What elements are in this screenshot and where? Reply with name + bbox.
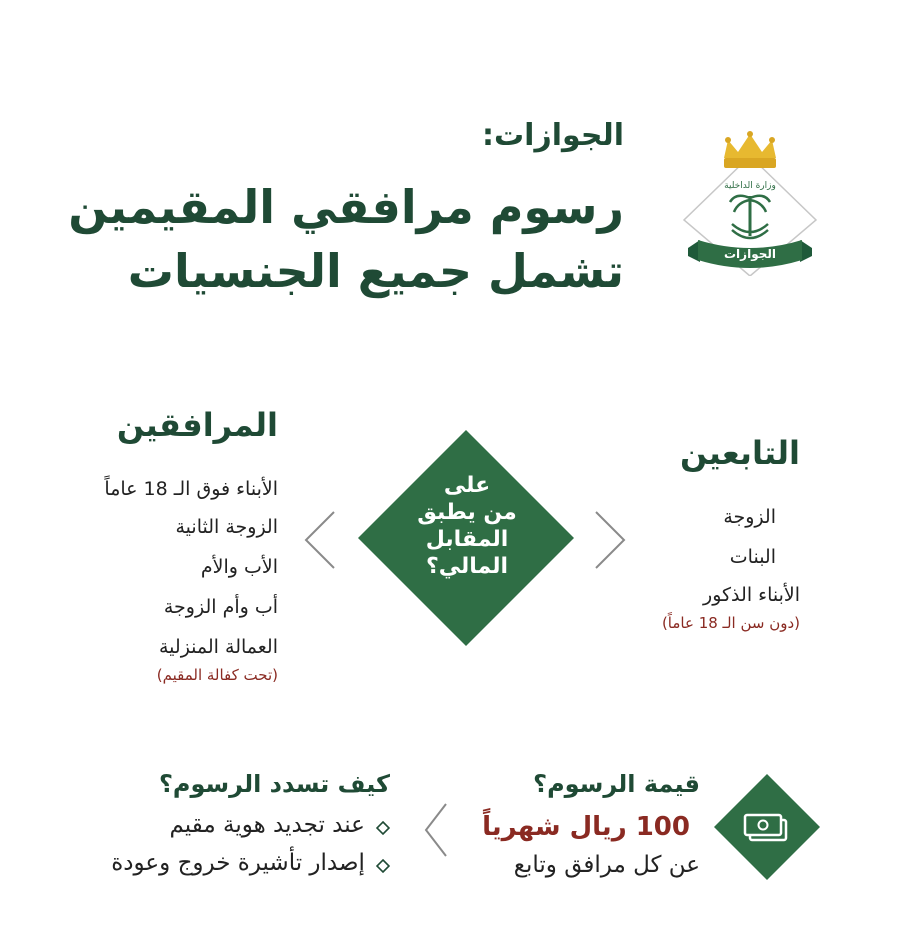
center-line-1: على (443, 473, 491, 498)
passports-logo (680, 128, 820, 276)
payment-question: كيف تسدد الرسوم؟ (159, 770, 390, 798)
dependents-item: الأبناء الذكور (703, 584, 800, 606)
center-question (400, 472, 534, 580)
page-title-line-1: رسوم مرافقي المقيمين (68, 180, 624, 234)
crown-icon (724, 131, 776, 168)
chevron-right-icon (592, 508, 630, 572)
fees-amount: 100 ريال شهرياً (482, 812, 690, 842)
diamond-bullet-icon (376, 853, 390, 879)
logo-ministry-text: وزارة الداخلية (724, 181, 776, 191)
payment-option-text: إصدار تأشيرة خروج وعودة (111, 850, 365, 876)
companions-item: الأبناء فوق الـ 18 عاماً (104, 478, 278, 500)
fees-question: قيمة الرسوم؟ (533, 770, 700, 798)
center-line-4: المالي؟ (425, 554, 509, 579)
companions-title: المرافقين (116, 406, 278, 444)
payment-option (169, 812, 390, 841)
dependents-item: الزوجة (723, 506, 776, 528)
page-title-line-2: تشمل جميع الجنسيات (127, 244, 624, 298)
payment-option-text: عند تجديد هوية مقيم (169, 812, 365, 838)
center-line-2: من يطبق (417, 500, 517, 525)
diamond-bullet-icon (376, 815, 390, 841)
center-line-3: المقابل (425, 527, 509, 552)
companions-item: الزوجة الثانية (175, 516, 278, 538)
dependents-title: التابعين (680, 434, 800, 472)
payment-option (111, 850, 390, 879)
fees-per: عن كل مرافق وتابع (513, 852, 700, 878)
chevron-left-icon (300, 508, 338, 572)
dependents-note: (دون سن الـ 18 عاماً) (661, 614, 800, 632)
companions-item: أب وأم الزوجة (163, 596, 278, 618)
companions-note: (تحت كفالة المقيم) (156, 666, 278, 684)
chevron-left-small-icon (420, 800, 450, 860)
logo-name-text: الجوازات (724, 247, 776, 261)
dependents-item: البنات (729, 546, 776, 568)
companions-item: الأب والأم (200, 556, 278, 578)
money-diamond (712, 772, 822, 882)
header-subtitle: الجوازات: (482, 118, 624, 153)
companions-item: العمالة المنزلية (158, 636, 278, 658)
